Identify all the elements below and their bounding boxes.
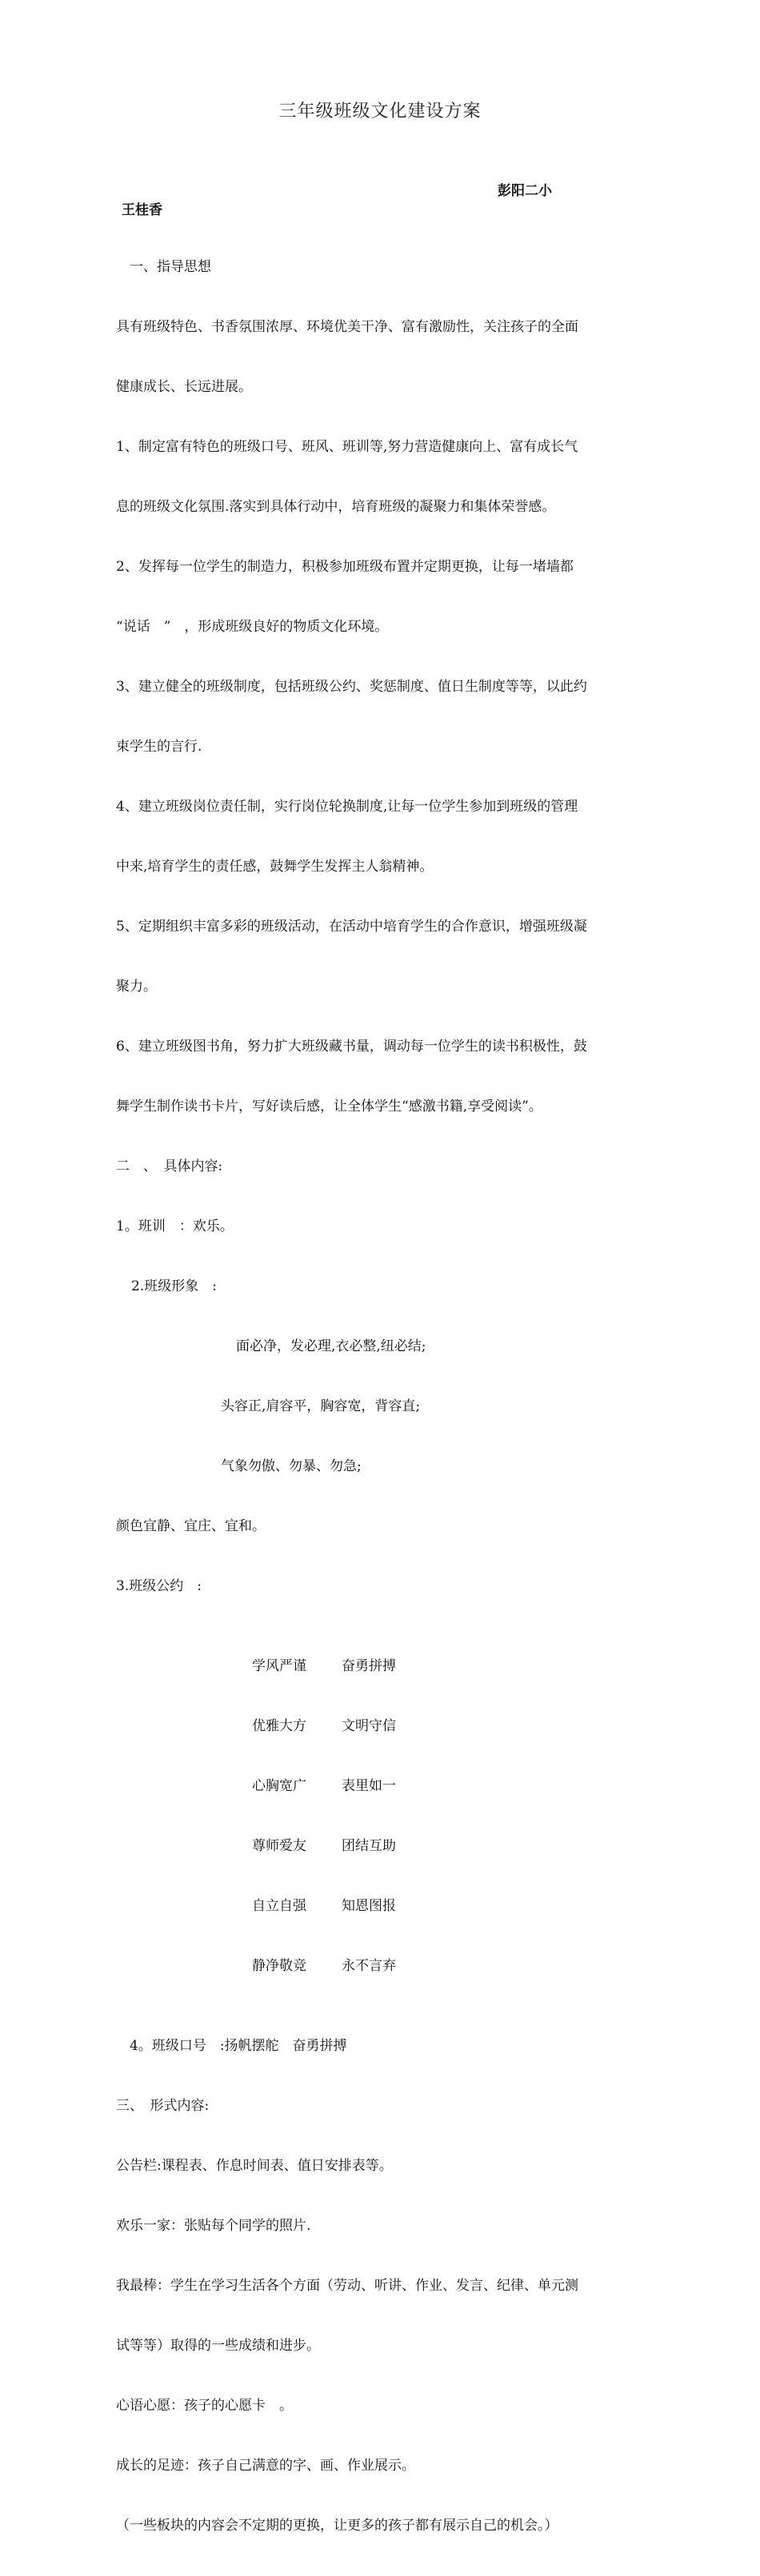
paragraph-line: 成长的足迹：孩子自己满意的字、画、作业展示。 — [116, 2458, 415, 2474]
paragraph-line: “说话 ” ，形成班级良好的物质文化环境。 — [116, 619, 389, 635]
paragraph-line: 3、建立健全的班级制度，包括班级公约、奖惩制度、值日生制度等等，以此约 — [116, 679, 587, 695]
paragraph-line: 聚力。 — [116, 979, 157, 995]
pledge-item: 知恩图报 — [342, 1898, 396, 1914]
paragraph-line: 4。班级口号 :扬帆摆舵 奋勇拼搏 — [130, 2038, 347, 2054]
pledge-item: 团结互助 — [342, 1838, 396, 1854]
school-name: 彭阳二小 — [498, 183, 552, 199]
pledge-item: 永不言弃 — [342, 1958, 396, 1974]
paragraph-line: 束学生的言行. — [116, 739, 202, 755]
document-body — [116, 217, 652, 2576]
paragraph-line: 健康成长、长远进展。 — [116, 379, 252, 395]
pledge-item: 心胸宽广 — [252, 1778, 306, 1794]
paragraph-line: 颜色宜静、宜庄、宜和。 — [116, 1518, 266, 1534]
paragraph-line: 头容正,肩容平，胸容宽，背容直; — [221, 1398, 421, 1414]
paragraph-line: 中来,培育学生的责任感，鼓舞学生发挥主人翁精神。 — [116, 859, 434, 875]
pledge-item: 尊师爱友 — [252, 1838, 306, 1854]
paragraph-line: （一些板块的内容会不定期的更换，让更多的孩子都有展示自己的机会。） — [116, 2518, 558, 2534]
pledge-row — [116, 1836, 652, 1856]
paragraph-line: 我最棒：学生在学习生活各个方面（劳动、听讲、作业、发言、纪律、单元测 — [116, 2278, 578, 2294]
pledge-item: 表里如一 — [342, 1778, 396, 1794]
paragraph-line: 6、建立班级图书角，努力扩大班级藏书量，调动每一位学生的读书积极性，鼓 — [116, 1039, 587, 1055]
pledge-item: 奋勇拼搏 — [342, 1658, 396, 1674]
paragraph-line: 3.班级公约 : — [116, 1578, 202, 1594]
section-heading: 二 、 具体内容: — [116, 1158, 223, 1174]
paragraph-line: 5、定期组织丰富多彩的班级活动，在活动中培育学生的合作意识，增强班级凝 — [116, 919, 587, 935]
pledge-row — [116, 1896, 652, 1916]
paragraph-line: 舞学生制作读书卡片，写好读后感，让全体学生“感激书籍,享受阅读”。 — [116, 1099, 542, 1115]
paragraph-line: 公告栏:课程表、作息时间表、值日安排表等。 — [116, 2158, 393, 2174]
paragraph-line: 气象勿傲、勿暴、勿急; — [221, 1458, 362, 1474]
paragraph-line: 2.班级形象 : — [131, 1278, 217, 1294]
document-title: 三年级班级文化建设方案 — [278, 102, 482, 122]
pledge-row — [116, 1956, 652, 1976]
pledge-row — [116, 1717, 652, 1737]
pledge-item: 自立自强 — [252, 1898, 306, 1914]
pledge-item: 优雅大方 — [252, 1718, 306, 1734]
paragraph-line: 具有班级特色、书香氛围浓厚、环境优美干净、富有激励性，关注孩子的全面 — [116, 319, 578, 335]
paragraph-line: 面必净，发必理,衣必整,纽必结; — [236, 1338, 426, 1354]
paragraph-line: 息的班级文化氛围.落实到具体行动中，培育班级的凝聚力和集体荣誉感。 — [116, 499, 556, 515]
pledge-item: 文明守信 — [342, 1718, 396, 1734]
section-heading: 一、指导思想 — [130, 259, 211, 275]
paragraph-line: 试等等）取得的一些成绩和进步。 — [116, 2338, 320, 2354]
paragraph-line: 心语心愿：孩子的心愿卡 。 — [116, 2398, 293, 2414]
paragraph-line: 1。班训 ：欢乐。 — [116, 1218, 234, 1234]
pledge-row — [116, 1657, 652, 1677]
pledge-item: 学风严谨 — [252, 1658, 306, 1674]
paragraph-line: 1、制定富有特色的班级口号、班风、班训等,努力营造健康向上、富有成长气 — [116, 439, 578, 455]
paragraph-line: 4、建立班级岗位责任制，实行岗位轮换制度,让每一位学生参加到班级的管理 — [116, 799, 578, 815]
paragraph-line: 欢乐一家：张贴每个同学的照片. — [116, 2218, 311, 2234]
paragraph-line: 2、发挥每一位学生的制造力，积极参加班级布置并定期更换，让每一堵墙都 — [116, 559, 574, 575]
author-name: 王桂香 — [122, 202, 162, 218]
pledge-row — [116, 1776, 652, 1796]
section-heading: 三、 形式内容: — [116, 2098, 210, 2114]
pledge-item: 静净敬竞 — [252, 1958, 306, 1974]
